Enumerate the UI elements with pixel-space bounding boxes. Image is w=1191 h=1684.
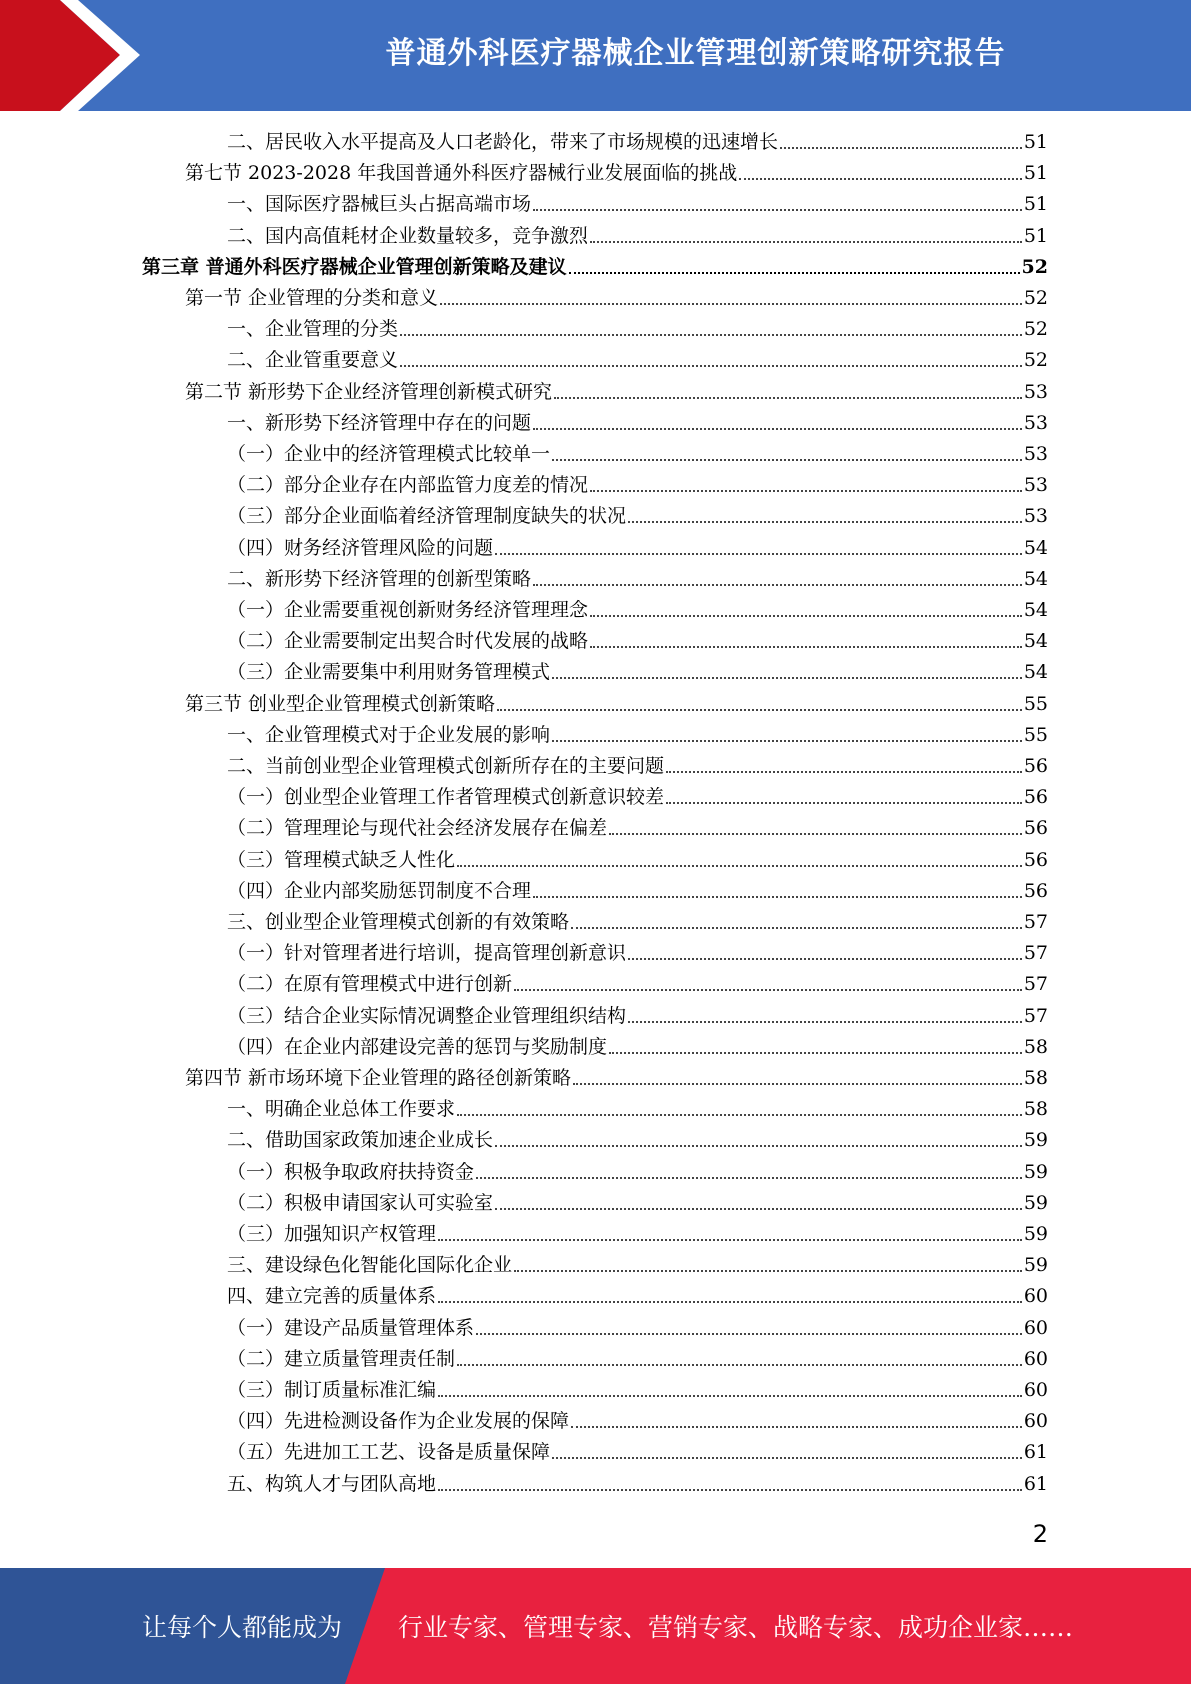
toc-dot-leader (609, 832, 1022, 835)
page-number: 2 (1032, 1520, 1048, 1548)
toc-entry-page: 53 (1023, 505, 1048, 528)
toc-dot-leader (552, 458, 1022, 461)
toc-dot-leader (533, 427, 1022, 430)
toc-dot-leader (400, 333, 1022, 336)
toc-entry-label: 二、当前创业型企业管理模式创新所存在的主要问题 (227, 755, 665, 777)
toc-entry-label: 第二节 新形势下企业经济管理创新模式研究 (185, 380, 553, 403)
toc-dot-leader (552, 676, 1022, 679)
toc-dot-leader (571, 1425, 1022, 1428)
toc-dot-leader (590, 614, 1022, 617)
toc-entry-label: 一、新形势下经济管理中存在的问题 (227, 411, 532, 434)
toc-dot-leader (609, 1051, 1022, 1054)
toc-entry-label: 一、企业管理模式对于企业发展的影响 (227, 723, 551, 746)
toc-entry-label: （一）创业型企业管理工作者管理模式创新意识较差 (227, 786, 665, 809)
header-red-chevron (0, 0, 150, 111)
toc-dot-leader (573, 1082, 1022, 1085)
toc-entry-label: （二）积极申请国家认可实验室 (227, 1191, 494, 1214)
toc-entry[interactable] (185, 1064, 1048, 1092)
toc-entry-page: 54 (1023, 599, 1048, 621)
toc-dot-leader (438, 1394, 1022, 1397)
toc-entry-label: （二）企业需要制定出契合时代发展的战略 (227, 630, 589, 653)
toc-dot-leader (438, 1300, 1022, 1303)
toc-dot-leader (457, 864, 1022, 867)
toc-dot-leader (628, 1020, 1022, 1023)
toc-entry-page: 57 (1023, 942, 1048, 965)
toc-entry-label: （四）在企业内部建设完善的惩罚与奖励制度 (227, 1035, 608, 1058)
toc-entry[interactable] (227, 565, 1048, 593)
toc-entry-page: 58 (1023, 1035, 1048, 1058)
toc-entry[interactable] (227, 1438, 1048, 1466)
toc-entry[interactable] (185, 690, 1048, 718)
toc-dot-leader (495, 1144, 1022, 1147)
toc-entry-label: （三）加强知识产权管理 (227, 1223, 437, 1245)
toc-entry[interactable] (227, 222, 1048, 250)
toc-entry-page: 56 (1023, 786, 1048, 809)
toc-dot-leader (628, 520, 1022, 523)
toc-entry-label: 一、明确企业总体工作要求 (227, 1098, 456, 1121)
toc-entry-label: （四）财务经济管理风险的问题 (227, 536, 494, 559)
toc-dot-leader (590, 645, 1022, 648)
toc-entry-label: （二）部分企业存在内部监管力度差的情况 (227, 474, 589, 497)
toc-entry-label: （一）建设产品质量管理体系 (227, 1316, 475, 1339)
toc-dot-leader (440, 302, 1022, 305)
toc-entry-page: 52 (1021, 255, 1048, 278)
toc-entry-page: 51 (1023, 224, 1048, 247)
toc-entry-label: 五、构筑人才与团队高地 (227, 1472, 437, 1495)
toc-entry-page: 55 (1023, 692, 1048, 715)
toc-entry[interactable] (227, 190, 1048, 218)
toc-dot-leader (533, 583, 1022, 586)
toc-entry-label: （四）先进检测设备作为企业发展的保障 (227, 1410, 570, 1433)
toc-entry[interactable] (227, 1470, 1048, 1498)
toc-entry[interactable] (227, 1376, 1048, 1404)
toc-entry-label: （三）结合企业实际情况调整企业管理组织结构 (227, 1004, 627, 1027)
toc-entry-page: 52 (1023, 349, 1048, 372)
toc-entry[interactable] (227, 1282, 1048, 1310)
toc-entry-page: 58 (1023, 1067, 1048, 1089)
toc-entry-page: 59 (1023, 1129, 1048, 1152)
toc-entry[interactable] (227, 471, 1048, 499)
toc-entry-page: 60 (1023, 1285, 1048, 1308)
toc-entry-label: （一）企业中的经济管理模式比较单一 (227, 443, 551, 465)
toc-entry[interactable] (227, 1407, 1048, 1435)
toc-entry-label: 二、借助国家政策加速企业成长 (227, 1129, 494, 1152)
toc-entry-page: 51 (1023, 162, 1048, 185)
toc-entry-page: 57 (1023, 1004, 1048, 1027)
toc-entry-label: （二）建立质量管理责任制 (227, 1347, 456, 1370)
toc-dot-leader (666, 801, 1022, 804)
toc-entry[interactable] (227, 1002, 1048, 1030)
toc-entry-label: 一、国际医疗器械巨头占据高端市场 (227, 193, 532, 216)
toc-entry-page: 53 (1023, 380, 1048, 403)
page-header (0, 0, 1191, 111)
toc-entry-page: 55 (1023, 723, 1048, 746)
toc-dot-leader (438, 1238, 1022, 1241)
toc-entry-label: （三）管理模式缺乏人性化 (227, 848, 456, 871)
toc-entry-label: 第七节 2023-2028 年我国普通外科医疗器械行业发展面临的挑战 (185, 162, 738, 185)
toc-dot-leader (514, 988, 1022, 991)
toc-entry-label: （三）部分企业面临着经济管理制度缺失的状况 (227, 505, 627, 528)
toc-entry[interactable] (142, 253, 1048, 281)
toc-entry[interactable] (185, 284, 1048, 312)
toc-entry[interactable] (227, 814, 1048, 842)
toc-entry[interactable] (227, 752, 1048, 780)
toc-entry[interactable] (227, 1251, 1048, 1279)
toc-entry[interactable] (185, 159, 1048, 187)
toc-dot-leader (457, 1363, 1022, 1366)
toc-entry[interactable] (227, 346, 1048, 374)
toc-dot-leader (571, 926, 1022, 929)
toc-dot-leader (569, 271, 1020, 274)
toc-entry-label: （一）针对管理者进行培训，提高管理创新意识 (227, 942, 627, 965)
toc-entry-label: 第一节 企业管理的分类和意义 (185, 287, 439, 309)
toc-entry[interactable] (227, 1314, 1048, 1342)
toc-entry-page: 52 (1023, 318, 1048, 341)
toc-entry[interactable] (227, 502, 1048, 530)
toc-entry-page: 60 (1023, 1316, 1048, 1339)
toc-entry[interactable] (227, 877, 1048, 905)
toc-entry[interactable] (227, 721, 1048, 749)
toc-entry[interactable] (227, 1095, 1048, 1123)
toc-entry-label: （五）先进加工工艺、设备是质量保障 (227, 1441, 551, 1464)
toc-entry-page: 57 (1023, 911, 1048, 933)
toc-dot-leader (552, 739, 1022, 742)
toc-dot-leader (495, 1207, 1022, 1210)
toc-entry[interactable] (185, 378, 1048, 406)
toc-entry-page: 59 (1023, 1223, 1048, 1245)
report-title: 普通外科医疗器械企业管理创新策略研究报告 (385, 36, 1006, 71)
toc-entry-page: 61 (1023, 1472, 1048, 1495)
toc-entry[interactable] (227, 534, 1048, 562)
toc-dot-leader (514, 1269, 1022, 1272)
toc-entry-page: 53 (1023, 411, 1048, 434)
toc-dot-leader (666, 770, 1022, 773)
toc-dot-leader (533, 208, 1022, 211)
toc-entry-label: （二）管理理论与现代社会经济发展存在偏差 (227, 817, 608, 840)
toc-entry[interactable] (227, 658, 1048, 686)
toc-entry[interactable] (227, 970, 1048, 998)
toc-dot-leader (780, 146, 1022, 149)
toc-entry-page: 51 (1023, 193, 1048, 216)
toc-dot-leader (590, 489, 1022, 492)
toc-entry-label: （一）积极争取政府扶持资金 (227, 1160, 475, 1183)
toc-entry[interactable] (227, 440, 1048, 468)
toc-entry-label: （三）制订质量标准汇编 (227, 1379, 437, 1401)
toc-entry-page: 54 (1023, 536, 1048, 559)
toc-entry[interactable] (227, 315, 1048, 343)
page-footer (0, 1568, 1191, 1684)
toc-dot-leader (552, 1456, 1022, 1459)
toc-entry[interactable] (227, 1189, 1048, 1217)
toc-dot-leader (554, 396, 1022, 399)
toc-dot-leader (497, 708, 1022, 711)
toc-entry-page: 59 (1023, 1191, 1048, 1214)
toc-entry[interactable] (227, 1220, 1048, 1248)
toc-entry-label: 二、居民收入水平提高及人口老龄化，带来了市场规模的迅速增长 (227, 131, 779, 153)
toc-entry[interactable] (227, 409, 1048, 437)
footer-slogan-left: 让每个人都能成为 (142, 1613, 343, 1642)
toc-entry-page: 60 (1023, 1347, 1048, 1370)
toc-dot-leader (590, 240, 1022, 243)
toc-entry-page: 56 (1023, 848, 1048, 871)
toc-dot-leader (739, 177, 1022, 180)
toc-entry-page: 56 (1023, 755, 1048, 777)
toc-entry-page: 59 (1023, 1160, 1048, 1183)
toc-entry-page: 56 (1023, 879, 1048, 902)
toc-entry-page: 54 (1023, 630, 1048, 653)
toc-entry-label: 三、建设绿色化智能化国际化企业 (227, 1254, 513, 1277)
toc-entry-label: （四）企业内部奖励惩罚制度不合理 (227, 879, 532, 902)
toc-entry[interactable] (227, 1345, 1048, 1373)
toc-dot-leader (400, 364, 1022, 367)
toc-entry[interactable] (227, 783, 1048, 811)
toc-entry-label: 第四节 新市场环境下企业管理的路径创新策略 (185, 1067, 572, 1089)
toc-dot-leader (495, 552, 1022, 555)
toc-entry-page: 54 (1023, 661, 1048, 684)
footer-slogan-right: 行业专家、管理专家、营销专家、战略专家、成功企业家…… (398, 1613, 1074, 1642)
toc-entry-page: 53 (1023, 474, 1048, 497)
toc-entry[interactable] (227, 1126, 1048, 1154)
toc-entry-page: 53 (1023, 443, 1048, 465)
toc-entry[interactable] (227, 128, 1048, 156)
toc-dot-leader (438, 1488, 1022, 1491)
toc-entry-label: （二）在原有管理模式中进行创新 (227, 973, 513, 996)
toc-entry[interactable] (227, 627, 1048, 655)
toc-dot-leader (457, 1113, 1022, 1116)
toc-entry-label: 四、建立完善的质量体系 (227, 1285, 437, 1308)
toc-entry-label: （一）企业需要重视创新财务经济管理理念 (227, 599, 589, 621)
toc-entry-page: 51 (1023, 131, 1048, 153)
toc-entry-page: 52 (1023, 287, 1048, 309)
toc-entry[interactable] (227, 1033, 1048, 1061)
toc-entry-label: 第三章 普通外科医疗器械企业管理创新策略及建议 (142, 255, 567, 278)
toc-entry[interactable] (227, 908, 1048, 936)
toc-dot-leader (628, 957, 1022, 960)
toc-entry-label: 二、企业管重要意义 (227, 349, 399, 372)
toc-entry-label: 三、创业型企业管理模式创新的有效策略 (227, 911, 570, 933)
toc-entry-label: 第三节 创业型企业管理模式创新策略 (185, 692, 496, 715)
toc-entry-label: （三）企业需要集中利用财务管理模式 (227, 661, 551, 684)
toc-entry-page: 60 (1023, 1379, 1048, 1401)
toc-dot-leader (476, 1332, 1022, 1335)
toc-entry-label: 一、企业管理的分类 (227, 318, 399, 341)
toc-entry-page: 59 (1023, 1254, 1048, 1277)
toc-entry-page: 54 (1023, 567, 1048, 590)
toc-entry-page: 61 (1023, 1441, 1048, 1464)
toc-entry-page: 58 (1023, 1098, 1048, 1121)
toc-entry[interactable] (227, 846, 1048, 874)
toc-dot-leader (533, 895, 1022, 898)
toc-entry[interactable] (227, 596, 1048, 624)
toc-entry[interactable] (227, 939, 1048, 967)
toc-entry[interactable] (227, 1158, 1048, 1186)
toc-entry-page: 56 (1023, 817, 1048, 840)
toc-entry-page: 60 (1023, 1410, 1048, 1433)
toc-entry-label: 二、国内高值耗材企业数量较多，竞争激烈 (227, 224, 589, 247)
toc-entry-page: 57 (1023, 973, 1048, 996)
toc-entry-label: 二、新形势下经济管理的创新型策略 (227, 567, 532, 590)
toc-dot-leader (476, 1176, 1022, 1179)
